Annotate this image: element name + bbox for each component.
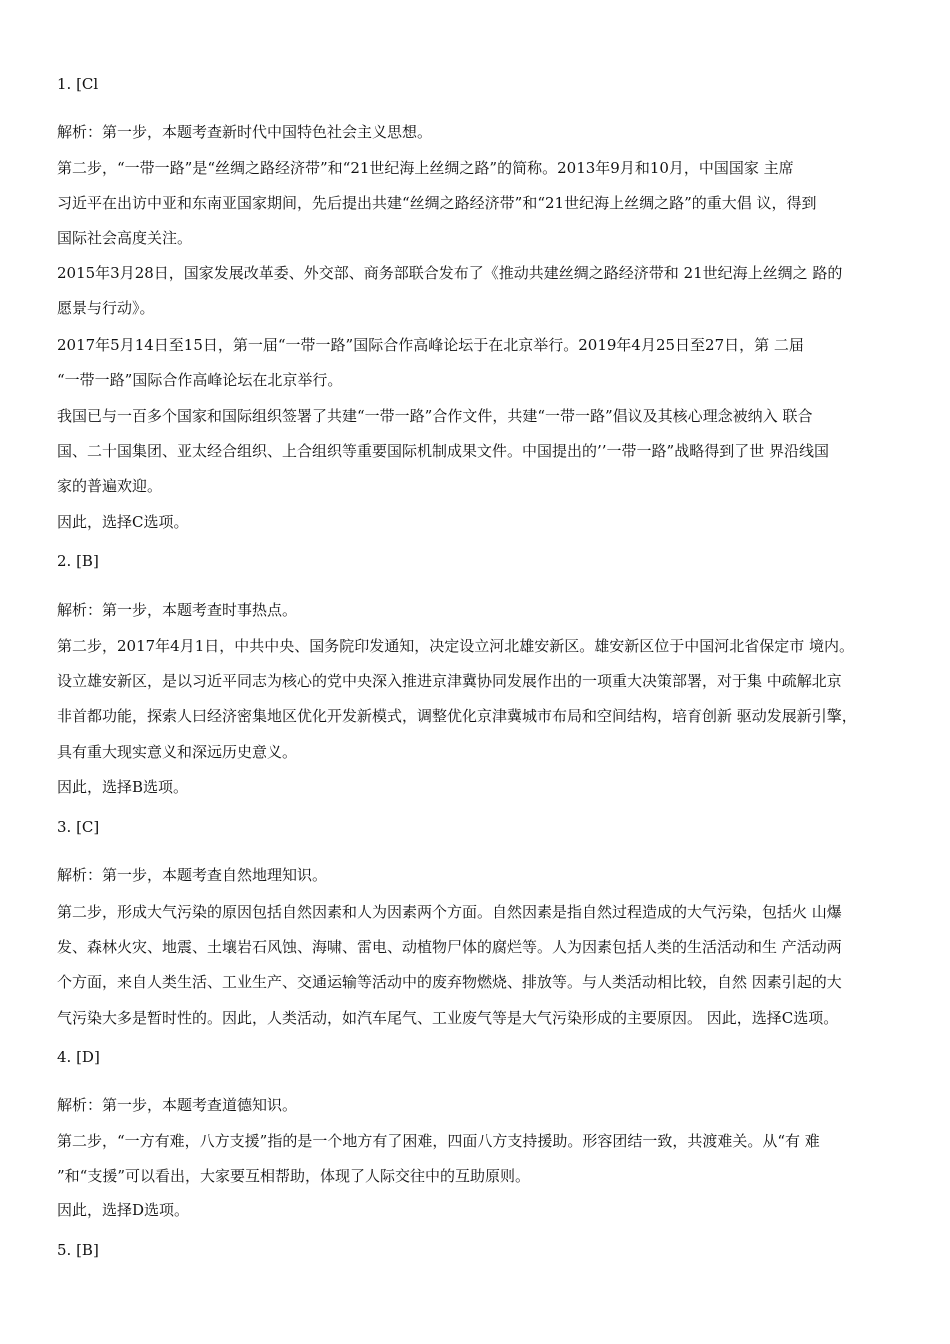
- q1-paragraph-line: 我国已与一百多个国家和国际组织签署了共建“一带一路”合作文件，共建“一带一路”倡议及其核心理念被纳入 联合: [57, 407, 813, 425]
- q1-paragraph-line: 2017年5月14日至15日，第一届“一带一路”国际合作高峰论坛于在北京举行。2019年4月25日至27日，第 二届: [57, 336, 804, 354]
- q2-paragraph-line: 非首都功能，探索人曰经济密集地区优化开发新模式，调整优化京津冀城市布局和空间结构，培育创新 驱动发展新引擎，: [57, 707, 857, 725]
- q5-header: 5. [B]: [57, 1241, 99, 1259]
- q2-conclusion: 因此，选择B选项。: [57, 778, 189, 796]
- q4-paragraph-line: 第二步，“一方有难，八方支援”指的是一个地方有了困难，四面八方支持援助。形容团结一致，共渡难关。从“有 难: [57, 1132, 820, 1150]
- q2-header: 2. [B]: [57, 552, 99, 570]
- q4-paragraph-line: ”和“支援”可以看出，大家要互相帮助，体现了人际交往中的互助原则。: [57, 1167, 531, 1185]
- q1-conclusion: 因此，选择C选项。: [57, 513, 189, 531]
- q3-paragraph-line: 个方面，来自人类生活、工业生产、交通运输等活动中的废弃物燃烧、排放等。与人类活动相比较，自然 因素引起的大: [57, 973, 842, 991]
- q4-step1: 解析：第一步，本题考查道德知识。: [57, 1096, 298, 1114]
- q3-step1: 解析：第一步，本题考查自然地理知识。: [57, 866, 328, 884]
- q2-paragraph-line: 设立雄安新区，是以习近平同志为核心的党中央深入推进京津冀协同发展作出的一项重大决策部署，对于集 中疏解北京: [57, 672, 842, 690]
- q3-paragraph-line: 第二步，形成大气污染的原因包括自然因素和人为因素两个方面。自然因素是指自然过程造成的大气污染，包括火 山爆: [57, 903, 842, 921]
- q1-paragraph-line: 习近平在出访中亚和东南亚国家期间，先后提出共建“丝绸之路经济带”和“21世纪海上丝绸之路”的重大倡 议，得到: [57, 194, 817, 212]
- q1-header: 1. [Cl: [57, 75, 99, 93]
- q1-paragraph-line: 第二步，“一带一路”是“丝绸之路经济带”和“21世纪海上丝绸之路”的简称。2013年9月和10月，中国国家 主席: [57, 159, 794, 177]
- q3-header: 3. [C]: [57, 818, 100, 836]
- q3-paragraph-line: 气污染大多是暂时性的。因此，人类活动，如汽车尾气、工业废气等是大气污染形成的主要原因。 因此，选择C选项。: [57, 1009, 839, 1027]
- q1-paragraph-line: 家的普遍欢迎。: [57, 477, 163, 495]
- q2-step1: 解析：第一步，本题考查时事热点。: [57, 601, 298, 619]
- q1-paragraph-line: 愿景与行动》。: [57, 299, 155, 317]
- q1-paragraph-line: “一带一路”国际合作高峰论坛在北京举行。: [57, 371, 343, 389]
- q2-paragraph-line: 具有重大现实意义和深远历史意义。: [57, 743, 298, 761]
- q4-conclusion: 因此，选择D选项。: [57, 1201, 190, 1219]
- q2-paragraph-line: 第二步，2017年4月1日，中共中央、国务院印发通知，决定设立河北雄安新区。雄安新区位于中国河北省保定市 境内。: [57, 637, 855, 655]
- q1-step1: 解析：第一步，本题考查新时代中国特色社会主义思想。: [57, 123, 433, 141]
- q4-header: 4. [D]: [57, 1048, 100, 1066]
- q1-paragraph-line: 国、二十国集团、亚太经合组织、上合组织等重要国际机制成果文件。中国提出的’’一带一路”战略得到了世 界沿线国: [57, 442, 829, 460]
- q3-paragraph-line: 发、森林火灾、地震、土壤岩石风蚀、海啸、雷电、动植物尸体的腐烂等。人为因素包括人类的生活活动和生 产活动两: [57, 938, 842, 956]
- q1-paragraph-line: 国际社会高度关注。: [57, 229, 193, 247]
- q1-paragraph-line: 2015年3月28日，国家发展改革委、外交部、商务部联合发布了《推动共建丝绸之路经济带和 21世纪海上丝绸之 路的: [57, 264, 843, 282]
